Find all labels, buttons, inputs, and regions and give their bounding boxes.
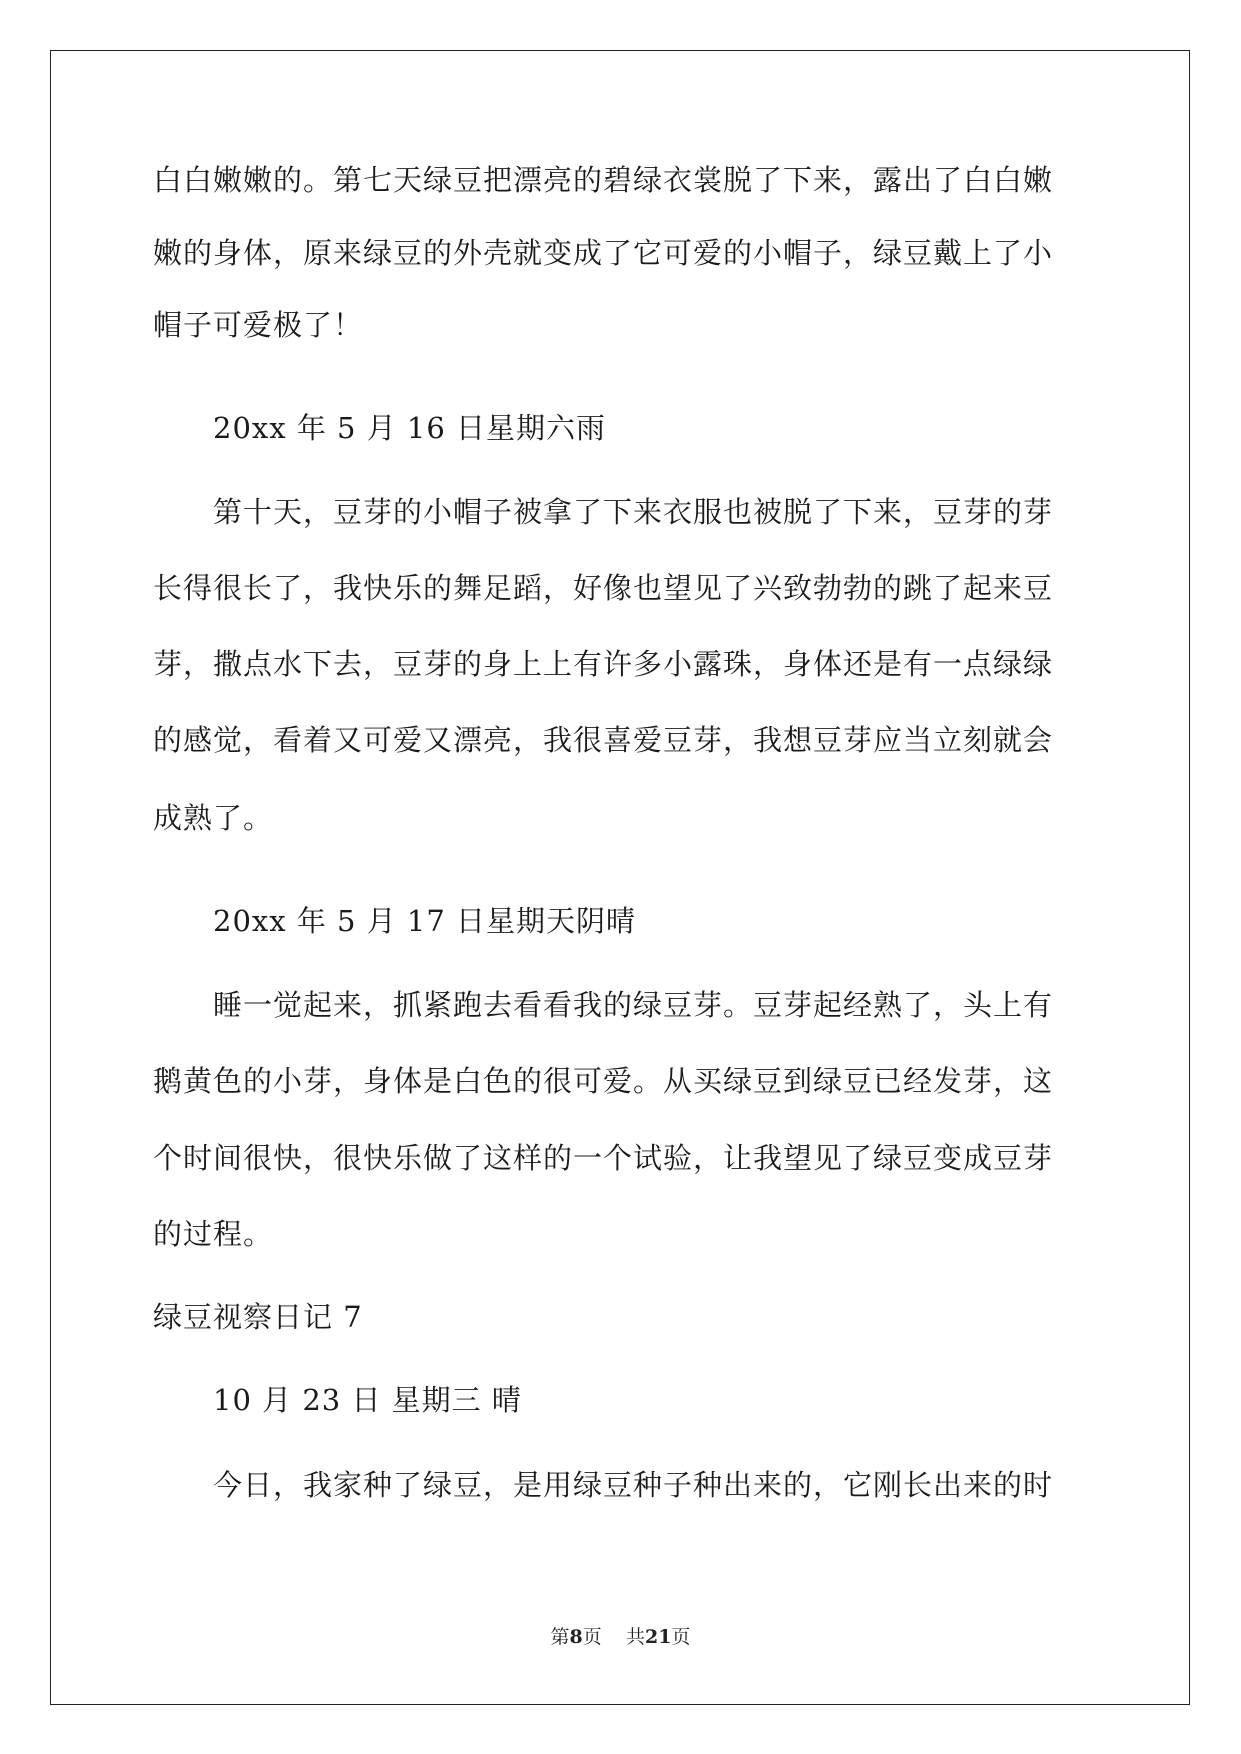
paragraph-line: 个时间很快，很快乐做了这样的一个试验，让我望见了绿豆变成豆芽: [153, 1141, 1054, 1175]
page-footer: [0, 1625, 1241, 1649]
paragraph-line: 鹅黄色的小芽，身体是白色的很可爱。从买绿豆到绿豆已经发芽，这: [153, 1064, 1054, 1098]
footer-page-number: 8: [569, 1626, 583, 1648]
section-title: 绿豆视察日记 7: [153, 1300, 363, 1334]
footer-total-pages: 21: [644, 1626, 672, 1648]
footer-total-prefix: 共: [625, 1626, 645, 1648]
paragraph-line: 嫩的身体，原来绿豆的外壳就变成了它可爱的小帽子，绿豆戴上了小: [153, 236, 1054, 270]
footer-total-suffix: 页: [671, 1626, 691, 1648]
paragraph-line: 的过程。: [153, 1217, 274, 1251]
paragraph-line: 睡一觉起来，抓紧跑去看看我的绿豆芽。豆芽起经熟了，头上有: [213, 988, 1054, 1022]
paragraph-line: 的感觉，看着又可爱又漂亮，我很喜爱豆芽，我想豆芽应当立刻就会: [153, 723, 1054, 757]
diary-date-heading: 10 月 23 日 星期三 晴: [213, 1383, 522, 1417]
footer-page-prefix: 第: [550, 1626, 570, 1648]
page-border: [50, 50, 1190, 1705]
paragraph-line: 长得很长了，我快乐的舞足蹈，好像也望见了兴致勃勃的跳了起来豆: [153, 571, 1054, 605]
paragraph-line: 第十天，豆芽的小帽子被拿了下来衣服也被脱了下来，豆芽的芽: [213, 495, 1054, 529]
diary-date-heading: 20xx 年 5 月 17 日星期天阴晴: [213, 904, 637, 938]
paragraph-line: 芽，撒点水下去，豆芽的身上上有许多小露珠，身体还是有一点绿绿: [153, 647, 1054, 681]
paragraph-line: 成熟了。: [153, 801, 274, 835]
paragraph-line: 白白嫩嫩的。第七天绿豆把漂亮的碧绿衣裳脱了下来，露出了白白嫩: [153, 163, 1054, 197]
paragraph-line: 帽子可爱极了！: [153, 308, 364, 342]
footer-page-suffix: 页: [582, 1626, 602, 1648]
paragraph-line: 今日，我家种了绿豆，是用绿豆种子种出来的，它刚长出来的时: [213, 1468, 1054, 1502]
diary-date-heading: 20xx 年 5 月 16 日星期六雨: [213, 411, 607, 445]
